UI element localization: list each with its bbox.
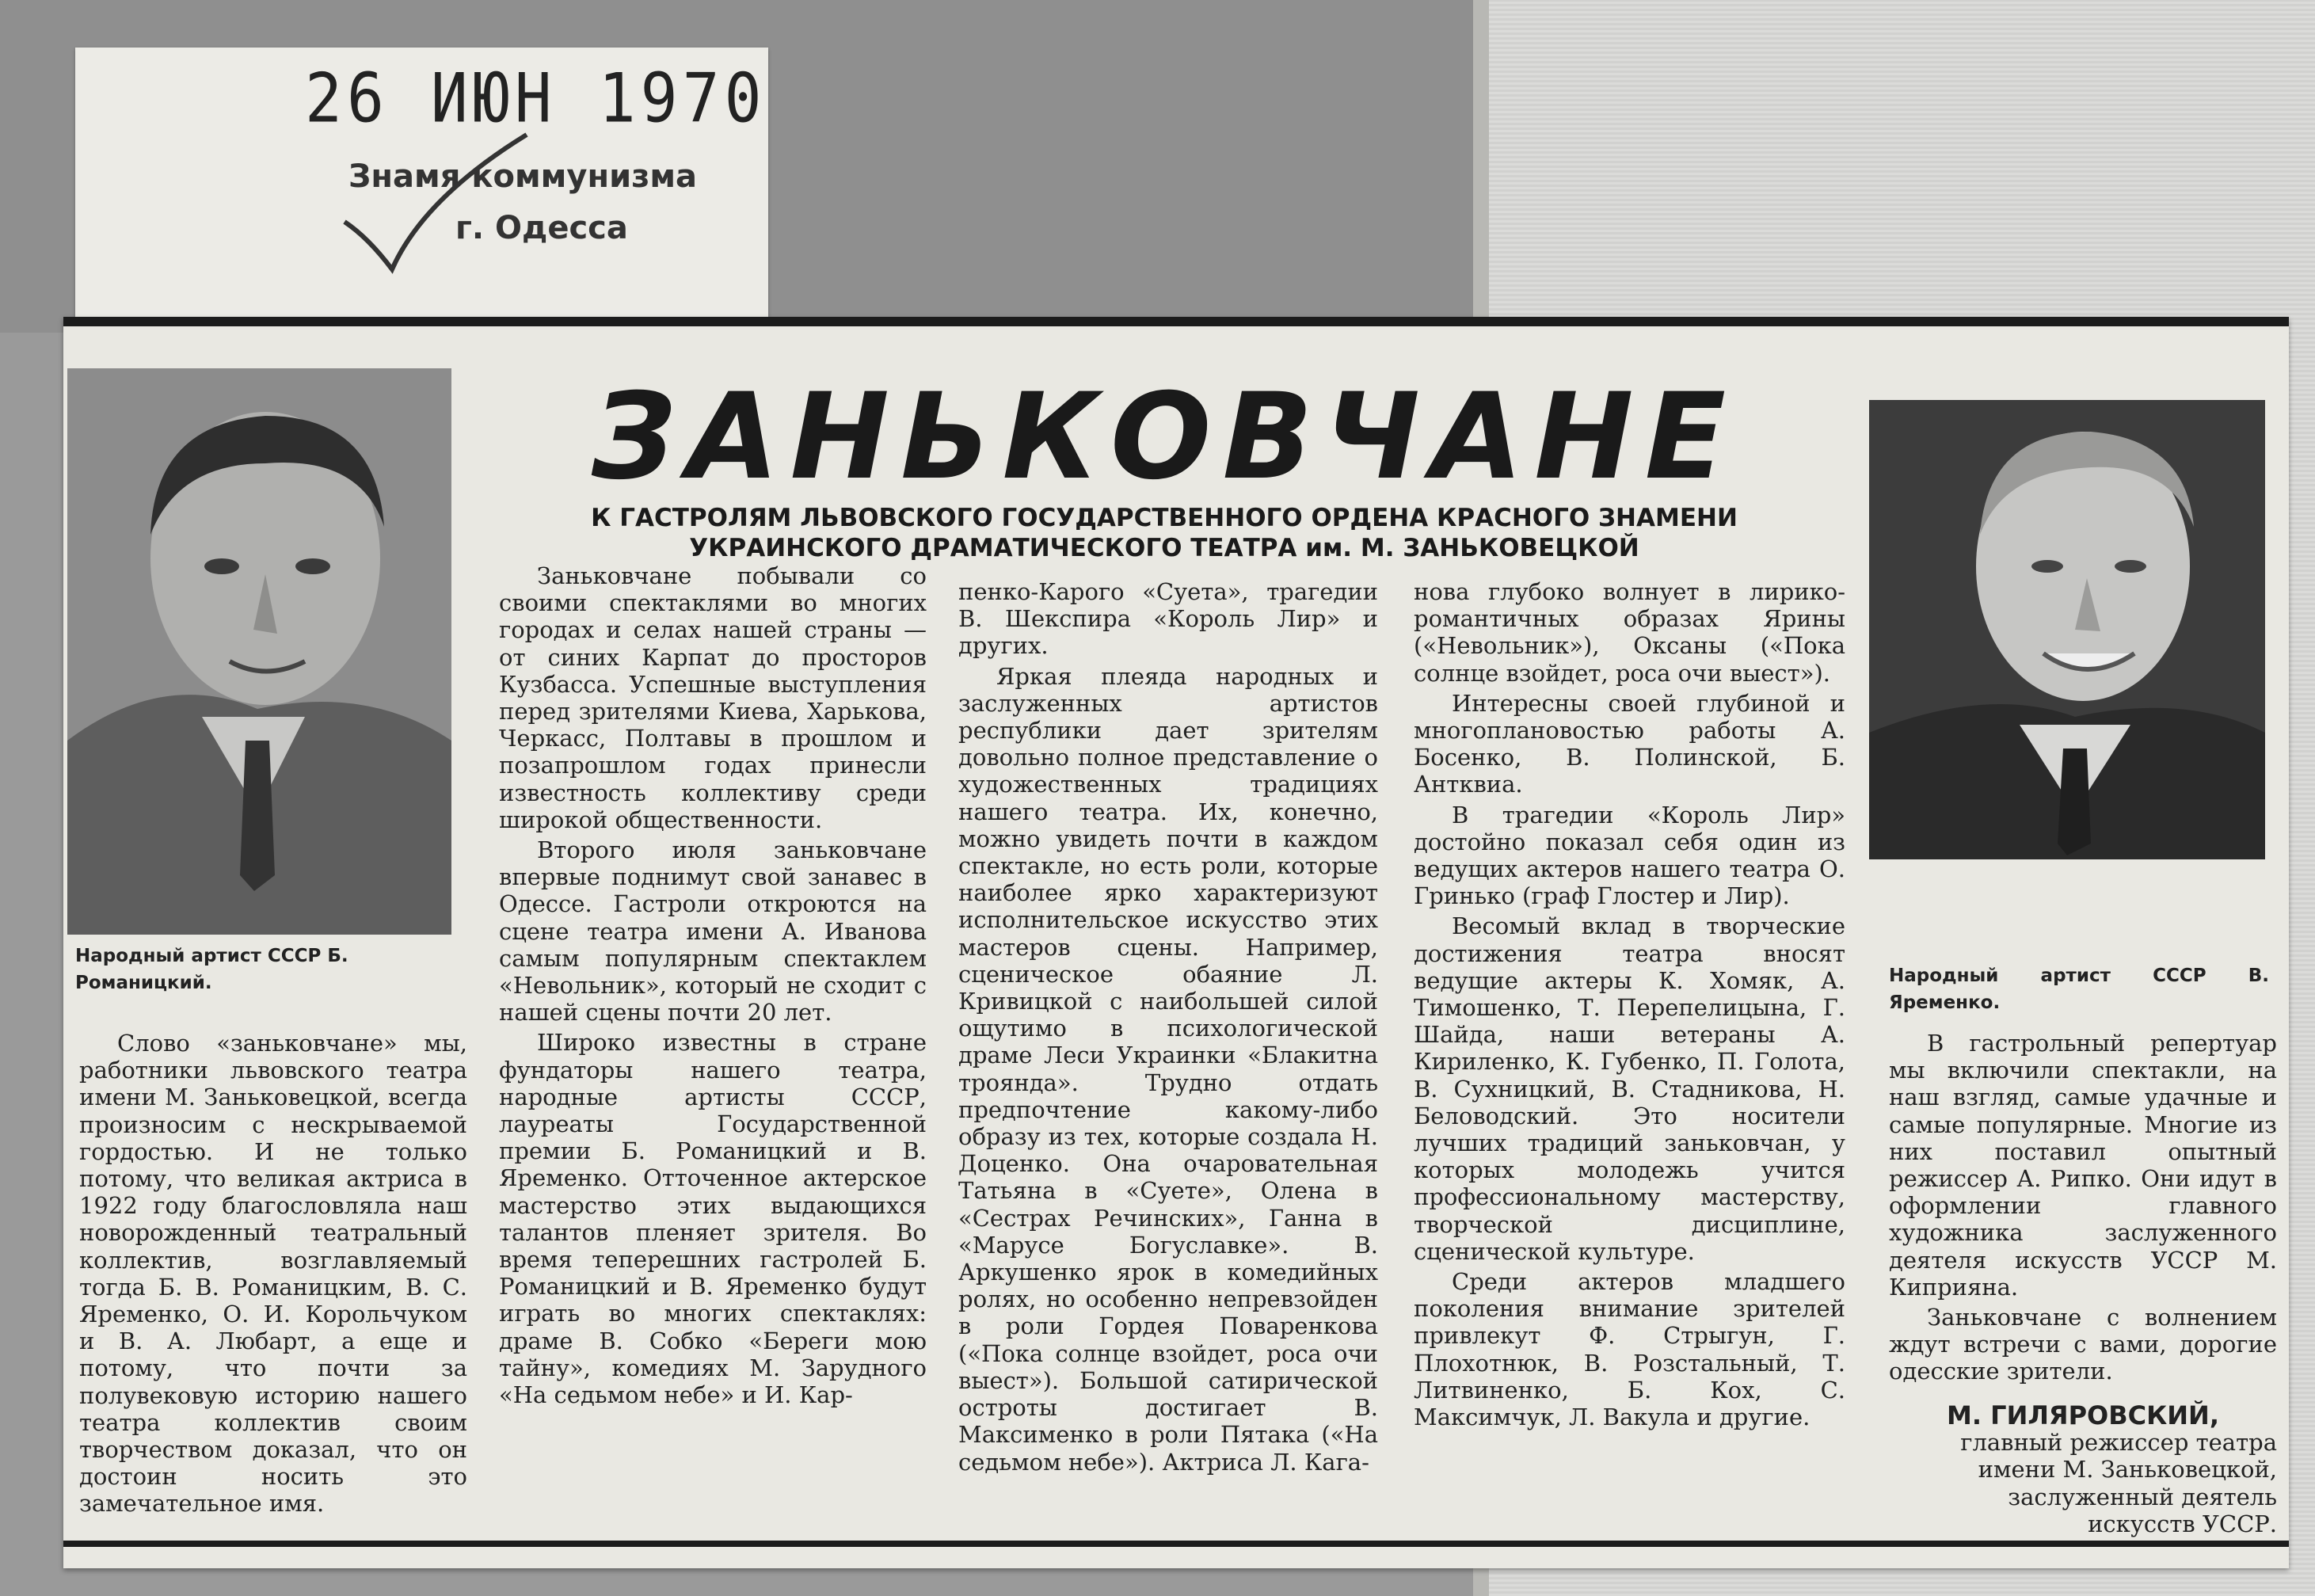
author-signature	[1889, 1402, 2277, 1537]
paragraph: Широко известны в стране фундаторы нашего театра, народные артисты СССР, лауреаты Государственной премии Б. Романицкий и В. Яременко. Отточенное актерское мастерство этих выдающихся талантов пленяет зрителя. Во время теперешних гастролей Б. Романицкий и В. Яременко будут играть во многих спектаклях: драме В. Собко «Береги мою тайну», комедиях М. Зарудного «На седьмом небе» и И. Кар-	[499, 1029, 927, 1409]
photo-caption-right: Народный артист СССР В. Яременко.	[1889, 966, 2269, 1013]
paragraph: Заньковчане побывали со своими спектаклями во многих городах и селах нашей страны — от синих Карпат до просторов Кузбасса. Успешные выступления перед зрителями Киева, Харькова, Черкасс, Полтавы в прошлом и позапрошлом годах принесли известность коллективу среди широкой общественности.	[499, 562, 927, 833]
paragraph: Второго июля заньковчане впервые поднимут свой занавес в Одессе. Гастроли откроются на сцене театра имени А. Иванова самым популярным спектаклем «Невольник», который не сходит с нашей сцены почти 20 лет.	[499, 836, 927, 1027]
paragraph: В гастрольный репертуар мы включили спектакли, на наш взгляд, самые удачные и самые популярные. Многие из них поставил опытный режиссер А. Рипко. Они идут в оформлении главного художника заслуженного деятеля искусств УССР М. Киприяна.	[1889, 1030, 2277, 1301]
article-column-1	[79, 1030, 467, 1518]
subhead-line-1: К ГАСТРОЛЯМ ЛЬВОВСКОГО ГОСУДАРСТВЕННОГО ОРДЕНА КРАСНОГО ЗНАМЕНИ	[591, 504, 1738, 532]
top-rule	[63, 317, 2289, 326]
bottom-rule	[63, 1541, 2289, 1547]
paragraph: Слово «заньковчане» мы, работники львовского театра имени М. Заньковецкой, всегда произносим с нескрываемой гордостью. И не только потому, что великая актриса в 1922 году благословляла наш новорожденный театральный коллектив, возглавляемый тогда Б. В. Романицким, В. С. Яременко, О. И. Корольчуком и В. А. Любарт, а еще и потому, что почти за полувековую историю нашего театра коллектив своим творчеством доказал, что он достоин носить это замечательное имя.	[79, 1030, 467, 1518]
paragraph: Заньковчане с волнением ждут встречи с вами, дорогие одесские зрители.	[1889, 1304, 2277, 1385]
photo-caption-left: Народный артист СССР Б. Романицкий.	[75, 946, 348, 993]
paragraph: пенко-Карого «Суета», трагедии В. Шекспира «Король Лир» и других.	[958, 578, 1378, 660]
archive-stamp-label	[75, 48, 768, 317]
paragraph: нова глубоко волнует в лирико-романтичных образах Ярины («Невольник»), Оксаны («Пока солнце взойдет, роса очи выест»).	[1414, 578, 1845, 687]
newspaper-clipping	[63, 317, 2289, 1568]
stamp-date: 26 ИЮН 1970	[305, 59, 767, 139]
paragraph: Интересны своей глубиной и многоплановостью работы А. Босенко, В. Полинской, Б. Антквиа.	[1414, 689, 1845, 798]
stamp-newspaper: Знамя коммунизма	[348, 158, 698, 195]
author-title: главный режиссер театра имени М. Заньковецкой, заслуженный деятель искусств УССР.	[1960, 1429, 2277, 1537]
paragraph: Среди актеров младшего поколения внимание зрителей привлекут Ф. Стрыгун, Г. Плохотнюк, В. Розстальный, Т. Литвиненко, Б. Кох, С. Максимчук, Л. Вакула и другие.	[1414, 1268, 1845, 1431]
article-column-3	[958, 578, 1378, 1476]
paragraph: Весомый вклад в творческие достижения театра вносят ведущие актеры К. Хомяк, А. Тимошенко, Т. Перепелицына, Г. Шайда, наши ветераны А. Кириленко, К. Губенко, П. Голота, В. Сухницкий, В. Стадникова, Н. Беловодский. Это носители лучших традиций заньковчан, у которых молодежь учится профессиональному мастерству, творческой дисциплине, сценической культуре.	[1414, 912, 1845, 1265]
article-headline: ЗАНЬКОВЧАНЕ	[591, 368, 1738, 506]
stamp-city: г. Одесса	[455, 210, 628, 246]
article-column-5	[1889, 1030, 2277, 1385]
author-name: М. ГИЛЯРОВСКИЙ,	[1947, 1400, 2219, 1430]
article-column-4	[1414, 578, 1845, 1430]
article-column-2	[499, 562, 927, 1408]
checkmark-icon	[337, 127, 543, 285]
portrait-photo-yaremenko	[1869, 400, 2265, 859]
portrait-photo-romanitsky	[67, 368, 451, 935]
article-subhead	[539, 503, 1790, 563]
paragraph: В трагедии «Король Лир» достойно показал себя один из ведущих актеров нашего театра О. Гринько (граф Глостер и Лир).	[1414, 801, 1845, 910]
subhead-line-2: УКРАИНСКОГО ДРАМАТИЧЕСКОГО ТЕАТРА им. М. ЗАНЬКОВЕЦКОЙ	[689, 534, 1639, 562]
paragraph: Яркая плеяда народных и заслуженных артистов республики дает зрителям довольно полное представление о художественных традициях нашего театра. Их, конечно, можно увидеть почти в каждом спектакле, но есть роли, которые наиболее ярко характеризуют исполнительское искусство этих мастеров сцены. Например, сценическое обаяние Л. Кривицкой с наибольшей силой ощутимо в психологической драме Леси Украинки «Блакитна троянда». Трудно отдать предпочтение какому-либо образу из тех, которые создала Н. Доценко. Она очаровательная Татьяна в «Суете», Олена в «Сестрах Речинских», Ганна в «Марусе Богуславке». В. Аркушенко ярок в комедийных ролях, но особенно непревзойден в роли Гордея Поваренкова («Пока солнце взойдет, роса очи выест»). Большой сатирической остроты достигает В. Максименко в роли Пятака («На седьмом небе»). Актриса Л. Кага-	[958, 662, 1378, 1476]
